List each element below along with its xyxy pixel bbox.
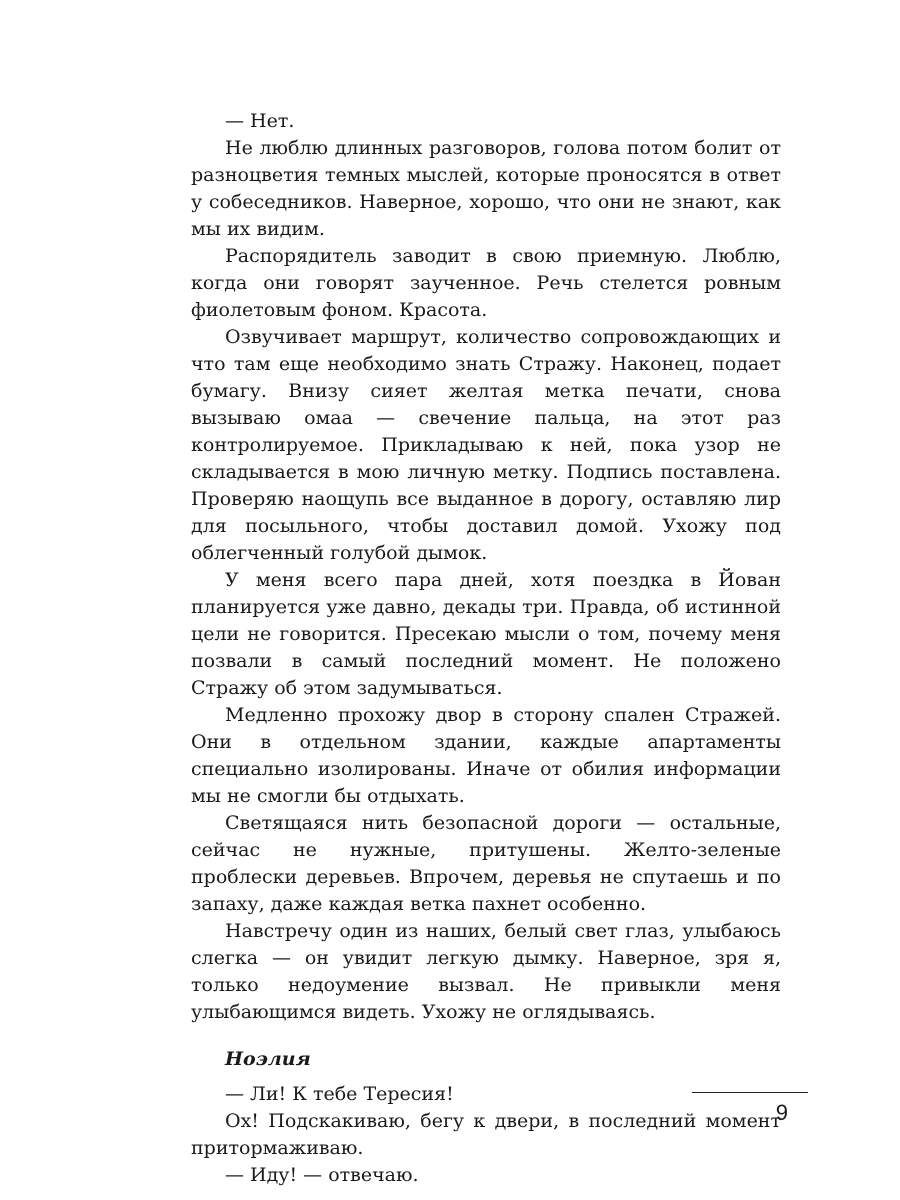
paragraph: Навстречу один из наших, белый свет глаз, улыбаюсь слегка — он увидит легкую дымку. Наверное, зря я, только недоумение вызвал. Не привыкли меня улыбающимся видеть. Ухожу не оглядываясь. xyxy=(191,920,781,1023)
paragraph: — Нет. xyxy=(225,110,295,132)
paragraph: У меня всего пара дней, хотя поездка в Йован планируется уже давно, декады три. Правда, об истинной цели не говорится. Пресекаю мысли о том, почему меня позвали в самый последний момент. Не положено Стражу об этом задумываться. xyxy=(191,569,781,699)
paragraph: — Иду! — отвечаю. xyxy=(225,1164,419,1186)
paragraph: Ох! Подскакиваю, бегу к двери, в последний момент притормаживаю. xyxy=(191,1110,781,1159)
paragraph: Не люблю длинных разговоров, голова потом болит от разноцветия темных мыслей, которые проносятся в ответ у собеседников. Наверное, хорошо, что они не знают, как мы их видим. xyxy=(191,137,781,240)
paragraph: Медленно прохожу двор в сторону спален Стражей. Они в отдельном здании, каждые апартаменты специально изолированы. Иначе от обилия информации мы не смогли бы отдыхать. xyxy=(191,704,781,807)
paragraph: Распорядитель заводит в свою приемную. Люблю, когда они говорят заученное. Речь стелется ровным фиолетовым фоном. Красота. xyxy=(191,245,781,321)
section-heading: Ноэлия xyxy=(225,1048,311,1070)
footer-rule xyxy=(692,1092,808,1093)
paragraph: — Ли! К тебе Тересия! xyxy=(225,1083,454,1105)
page-number: 9 xyxy=(775,1100,788,1125)
paragraph: Озвучивает маршрут, количество сопровождающих и что там еще необходимо знать Стражу. Наконец, подает бумагу. Внизу сияет желтая метка печати, снова вызываю омаа — свечение пальца, на этот раз контролируемое. Прикладываю к ней, пока узор не складывается в мою личную метку. Подпись поставлена. Проверяю наощупь все выданное в дорогу, оставляю лир для посыльного, чтобы доставил домой. Ухожу под облегченный голубой дымок. xyxy=(191,326,781,564)
paragraph: Светящаяся нить безопасной дороги — остальные, сейчас не нужные, притушены. Желто-зеленые проблески деревьев. Впрочем, деревья не спутаешь и по запаху, даже каждая ветка пахнет особенно. xyxy=(191,812,781,915)
body-text xyxy=(191,108,781,1189)
